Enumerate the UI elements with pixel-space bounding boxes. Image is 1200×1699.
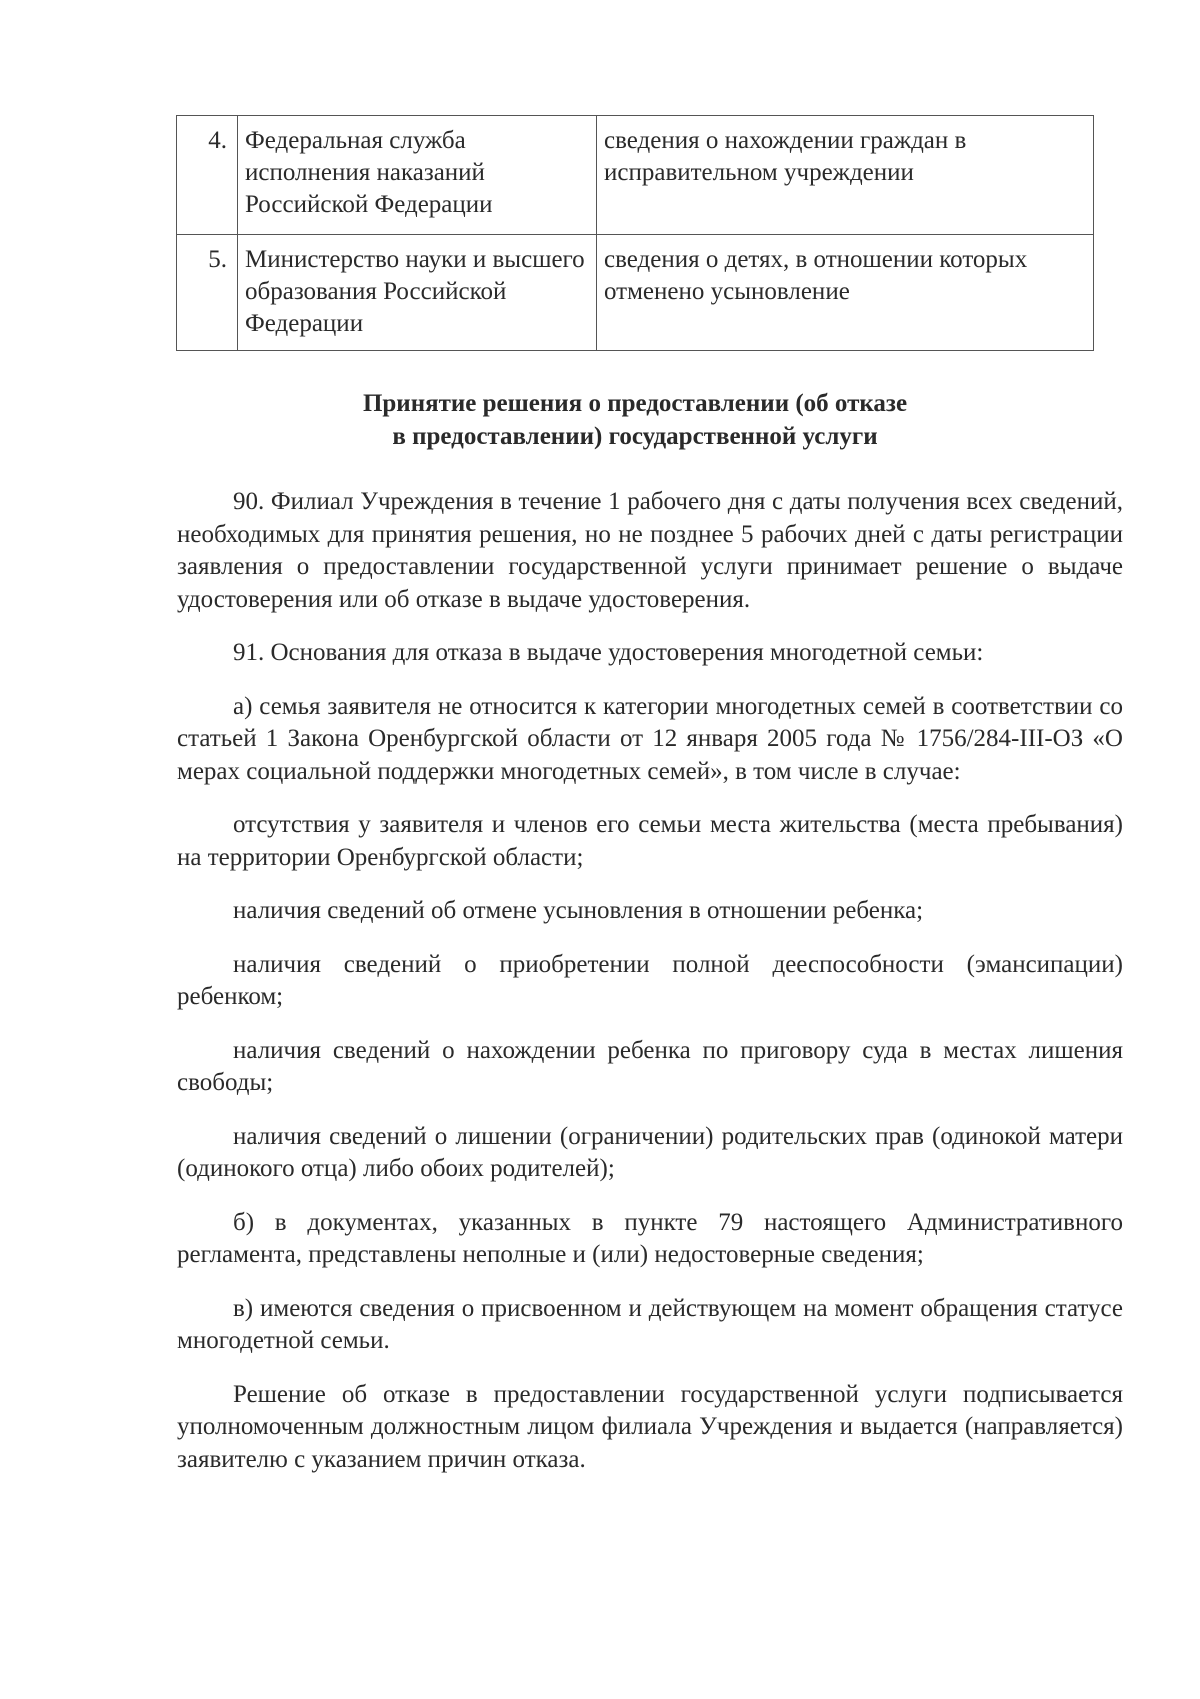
section-heading-line: Принятие решения о предоставлении (об отказе: [362, 390, 908, 417]
information-type: сведения о нахождении граждан в исправительном учреждении: [597, 116, 1094, 235]
clause-a: а) семья заявителя не относится к категории многодетных семей в соответствии со статьей 1 Закона Оренбургской области от 12 января 2005 года № 1756/284-III-ОЗ «О мерах социальной поддержки многодетных семей», в том числе в случае:: [177, 692, 1123, 785]
sub-clause: наличия сведений о лишении (ограничении) родительских прав (одинокой матери (одинокого отца) либо обоих родителей);: [177, 1122, 1123, 1182]
sub-clause: отсутствия у заявителя и членов его семьи места жительства (места пребывания) на территории Оренбургской области;: [177, 811, 1123, 871]
section-heading: [176, 387, 1094, 453]
information-type: сведения о детях, в отношении которых отменено усыновление: [597, 235, 1094, 351]
paragraph-91: 91. Основания для отказа в выдаче удостоверения многодетной семьи:: [233, 639, 984, 666]
section-heading-line: в предоставлении) государственной услуги: [392, 423, 878, 450]
sub-clause: наличия сведений об отмене усыновления в отношении ребенка;: [233, 897, 924, 924]
clause-c: в) имеются сведения о присвоенном и действующем на момент обращения статусе многодетной семьи.: [177, 1294, 1123, 1354]
row-number: 4.: [177, 116, 238, 235]
paragraph-90: 90. Филиал Учреждения в течение 1 рабочего дня с даты получения всех сведений, необходимых для принятия решения, но не позднее 5 рабочих дней с даты регистрации заявления о предоставлении государственной услуги принимает решение о выдаче удостоверения или об отказе в выдаче удостоверения.: [177, 488, 1123, 613]
row-number: 5.: [177, 235, 238, 351]
agency-name: Министерство науки и высшего образования Российской Федерации: [238, 235, 597, 351]
agency-name: Федеральная служба исполнения наказаний Российской Федерации: [238, 116, 597, 235]
agency-table: [176, 115, 1094, 351]
sub-clause: наличия сведений о приобретении полной дееспособности (эмансипации) ребенком;: [177, 950, 1123, 1010]
refusal-paragraph: Решение об отказе в предоставлении государственной услуги подписывается уполномоченным должностным лицом филиала Учреждения и выдается (направляется) заявителю с указанием причин отказа.: [177, 1380, 1123, 1473]
sub-clause: наличия сведений о нахождении ребенка по приговору суда в местах лишения свободы;: [177, 1036, 1123, 1096]
body-text: [177, 486, 1123, 1497]
table-row: [177, 116, 1094, 235]
clause-b: б) в документах, указанных в пункте 79 настоящего Административного регламента, представлены неполные и (или) недостоверные сведения;: [177, 1208, 1123, 1268]
table-row: [177, 235, 1094, 351]
